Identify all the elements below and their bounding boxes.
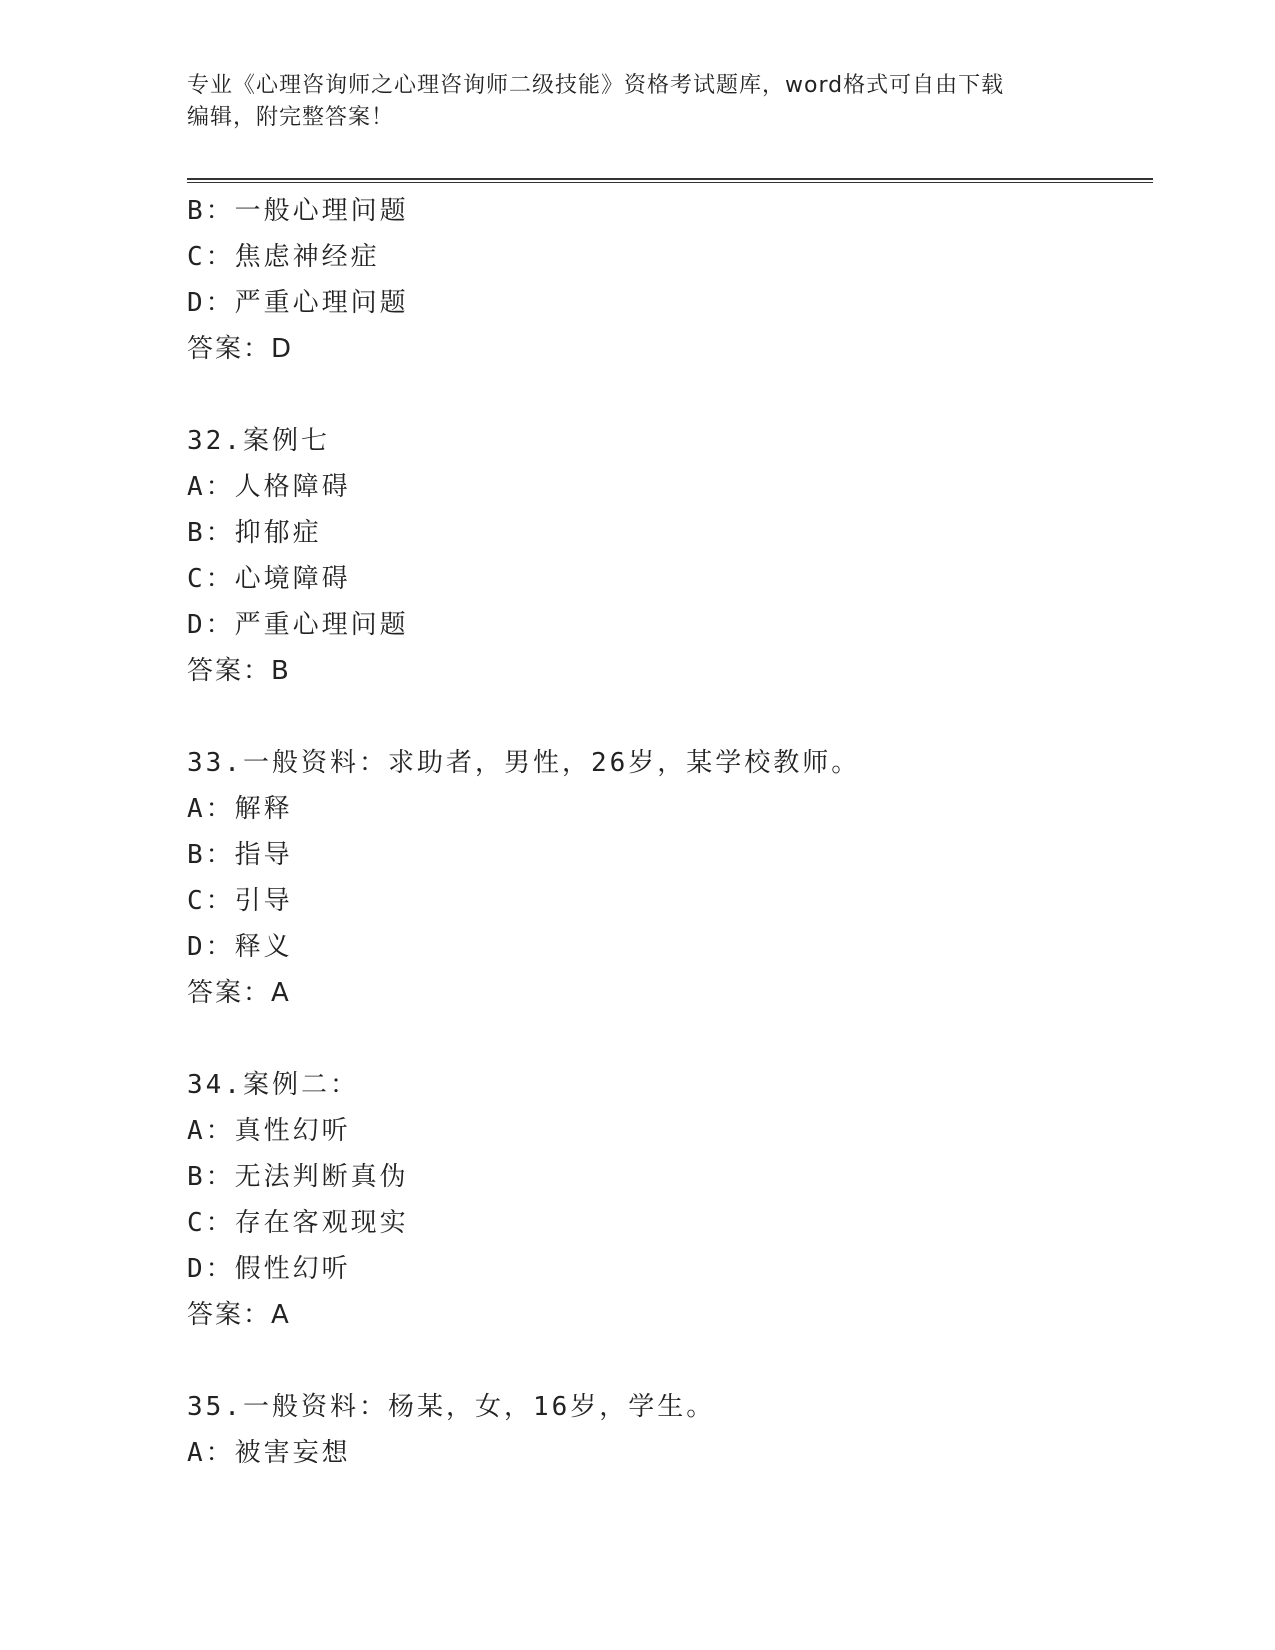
option-b: B：指导 [187,840,293,870]
option-d: D：严重心理问题 [187,610,409,640]
option-a: A：人格障碍 [187,472,351,502]
option-b: B：无法判断真伪 [187,1162,409,1192]
answer-line: 答案：A [187,1300,291,1330]
question-34 [187,1062,1153,1338]
spacer [187,1016,1153,1062]
question-title: 33.一般资料：求助者，男性，26岁，某学校教师。 [187,748,861,778]
question-list [187,188,1153,1476]
question-title: 35.一般资料：杨某，女，16岁，学生。 [187,1392,716,1422]
option-a: A：被害妄想 [187,1438,351,1468]
spacer [187,694,1153,740]
question-title: 34.案例二： [187,1070,359,1100]
spacer [187,1338,1153,1384]
spacer [187,372,1153,418]
header-line-1: 专业《心理咨询师之心理咨询师二级技能》资格考试题库，word格式可自由下载 [187,73,1005,98]
option-b: B：一般心理问题 [187,196,409,226]
document-header [187,70,1087,134]
option-d: D：严重心理问题 [187,288,409,318]
option-b: B：抑郁症 [187,518,322,548]
answer-line: 答案：B [187,656,291,686]
option-a: A：解释 [187,794,293,824]
header-line-2: 编辑，附完整答案！ [187,105,395,130]
option-c: C：焦虑神经症 [187,242,380,272]
question-35 [187,1384,1153,1476]
answer-line: 答案：D [187,334,294,364]
question-33 [187,740,1153,1016]
question-title: 32.案例七 [187,426,330,456]
question-31-continued [187,188,1153,372]
header-divider-thick [187,178,1153,180]
option-c: C：心境障碍 [187,564,351,594]
question-32 [187,418,1153,694]
option-a: A：真性幻听 [187,1116,351,1146]
option-c: C：引导 [187,886,293,916]
header-divider-thin [187,182,1153,183]
answer-line: 答案：A [187,978,291,1008]
option-d: D：假性幻听 [187,1254,351,1284]
option-d: D：释义 [187,932,293,962]
option-c: C：存在客观现实 [187,1208,409,1238]
